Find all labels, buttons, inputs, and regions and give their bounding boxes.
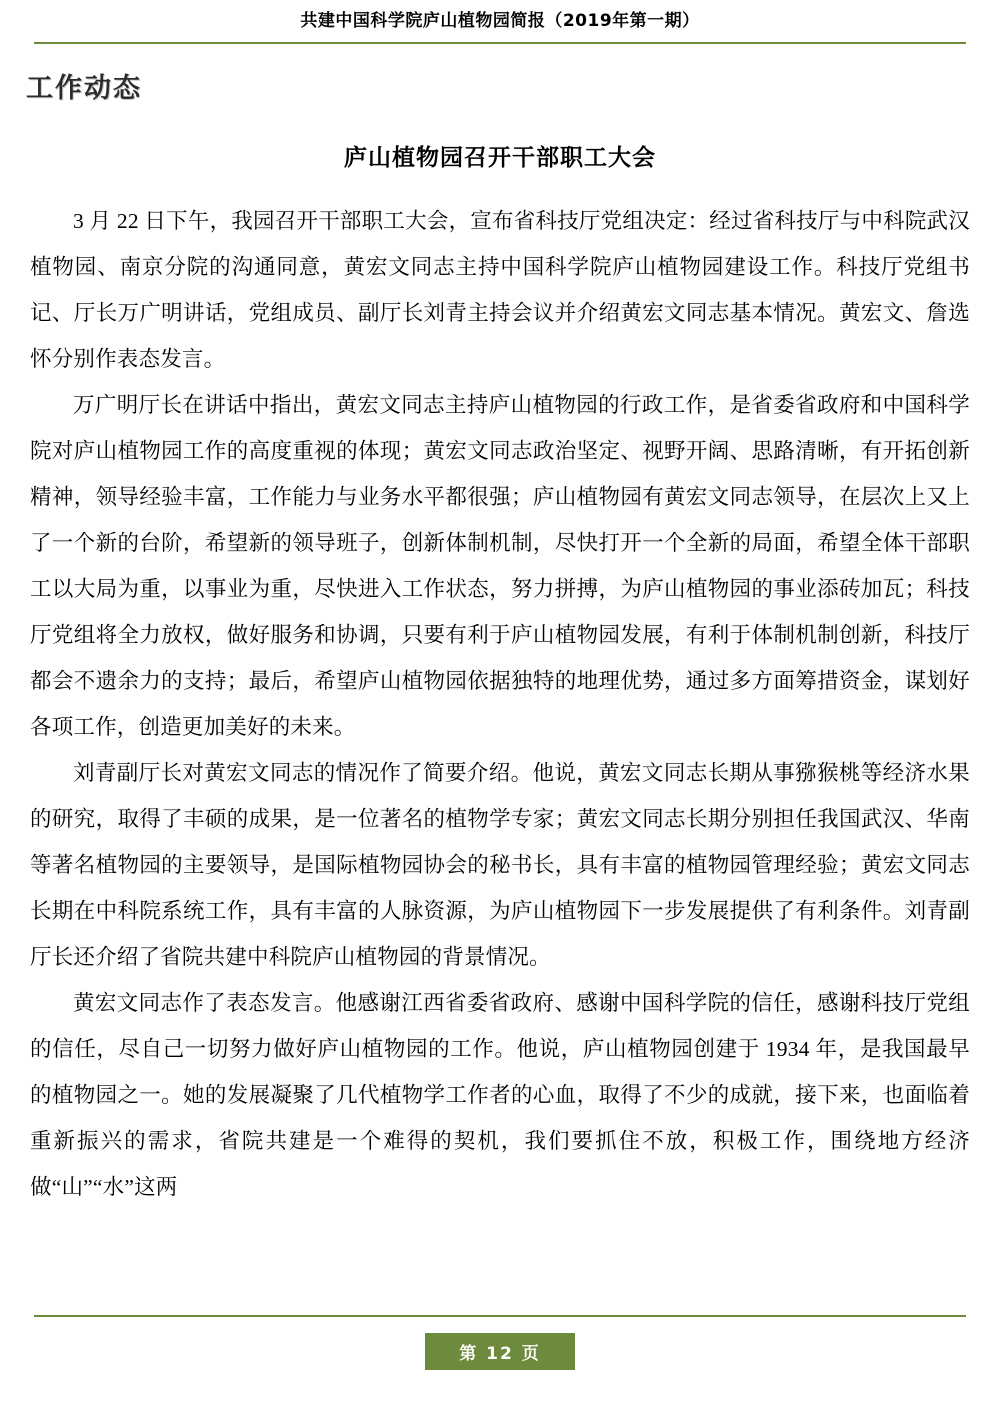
page-number-badge: 第 12 页 bbox=[425, 1333, 575, 1370]
article-title: 庐山植物园召开干部职工大会 bbox=[344, 144, 656, 171]
page-footer bbox=[0, 1315, 1000, 1370]
paragraph: 万广明厅长在讲话中指出，黄宏文同志主持庐山植物园的行政工作，是省委省政府和中国科学院对庐山植物园工作的高度重视的体现；黄宏文同志政治坚定、视野开阔、思路清晰，有开拓创新精神，领导经验丰富，工作能力与业务水平都很强；庐山植物园有黄宏文同志领导，在层次上又上了一个新的台阶，希望新的领导班子，创新体制机制，尽快打开一个全新的局面，希望全体干部职工以大局为重，以事业为重，尽快进入工作状态，努力拼搏，为庐山植物园的事业添砖加瓦；科技厅党组将全力放权，做好服务和协调，只要有利于庐山植物园发展，有利于体制机制创新，科技厅都会不遗余力的支持；最后，希望庐山植物园依据独特的地理优势，通过多方面筹措资金，谋划好各项工作，创造更加美好的未来。 bbox=[30, 392, 970, 739]
section-heading-wrap bbox=[0, 44, 1000, 105]
page-header bbox=[0, 0, 1000, 44]
article-body bbox=[30, 198, 970, 1210]
section-heading: 工作动态 bbox=[26, 72, 142, 104]
paragraph: 黄宏文同志作了表态发言。他感谢江西省委省政府、感谢中国科学院的信任，感谢科技厅党组的信任，尽自己一切努力做好庐山植物园的工作。他说，庐山植物园创建于 1934 年，是我国最早的植物园之一。她的发展凝聚了几代植物学工作者的心血，取得了不少的成就，接下来，也面临着重新振兴的需求，省院共建是一个难得的契机，我们要抓住不放，积极工作，围绕地方经济做“山”“水”这两 bbox=[30, 990, 970, 1199]
paragraph: 3 月 22 日下午，我园召开干部职工大会，宣布省科技厅党组决定：经过省科技厅与中科院武汉植物园、南京分院的沟通同意，黄宏文同志主持中国科学院庐山植物园建设工作。科技厅党组书记、厅长万广明讲话，党组成员、副厅长刘青主持会议并介绍黄宏文同志基本情况。黄宏文、詹选怀分别作表态发言。 bbox=[30, 208, 970, 371]
paragraph: 刘青副厅长对黄宏文同志的情况作了简要介绍。他说，黄宏文同志长期从事猕猴桃等经济水果的研究，取得了丰硕的成果，是一位著名的植物学专家；黄宏文同志长期分别担任我国武汉、华南等著名植物园的主要领导，是国际植物园协会的秘书长，具有丰富的植物园管理经验；黄宏文同志长期在中科院系统工作，具有丰富的人脉资源，为庐山植物园下一步发展提供了有利条件。刘青副厅长还介绍了省院共建中科院庐山植物园的背景情况。 bbox=[30, 760, 970, 969]
header-title: 共建中国科学院庐山植物园简报（2019年第一期） bbox=[300, 11, 700, 31]
footer-divider bbox=[34, 1315, 966, 1317]
